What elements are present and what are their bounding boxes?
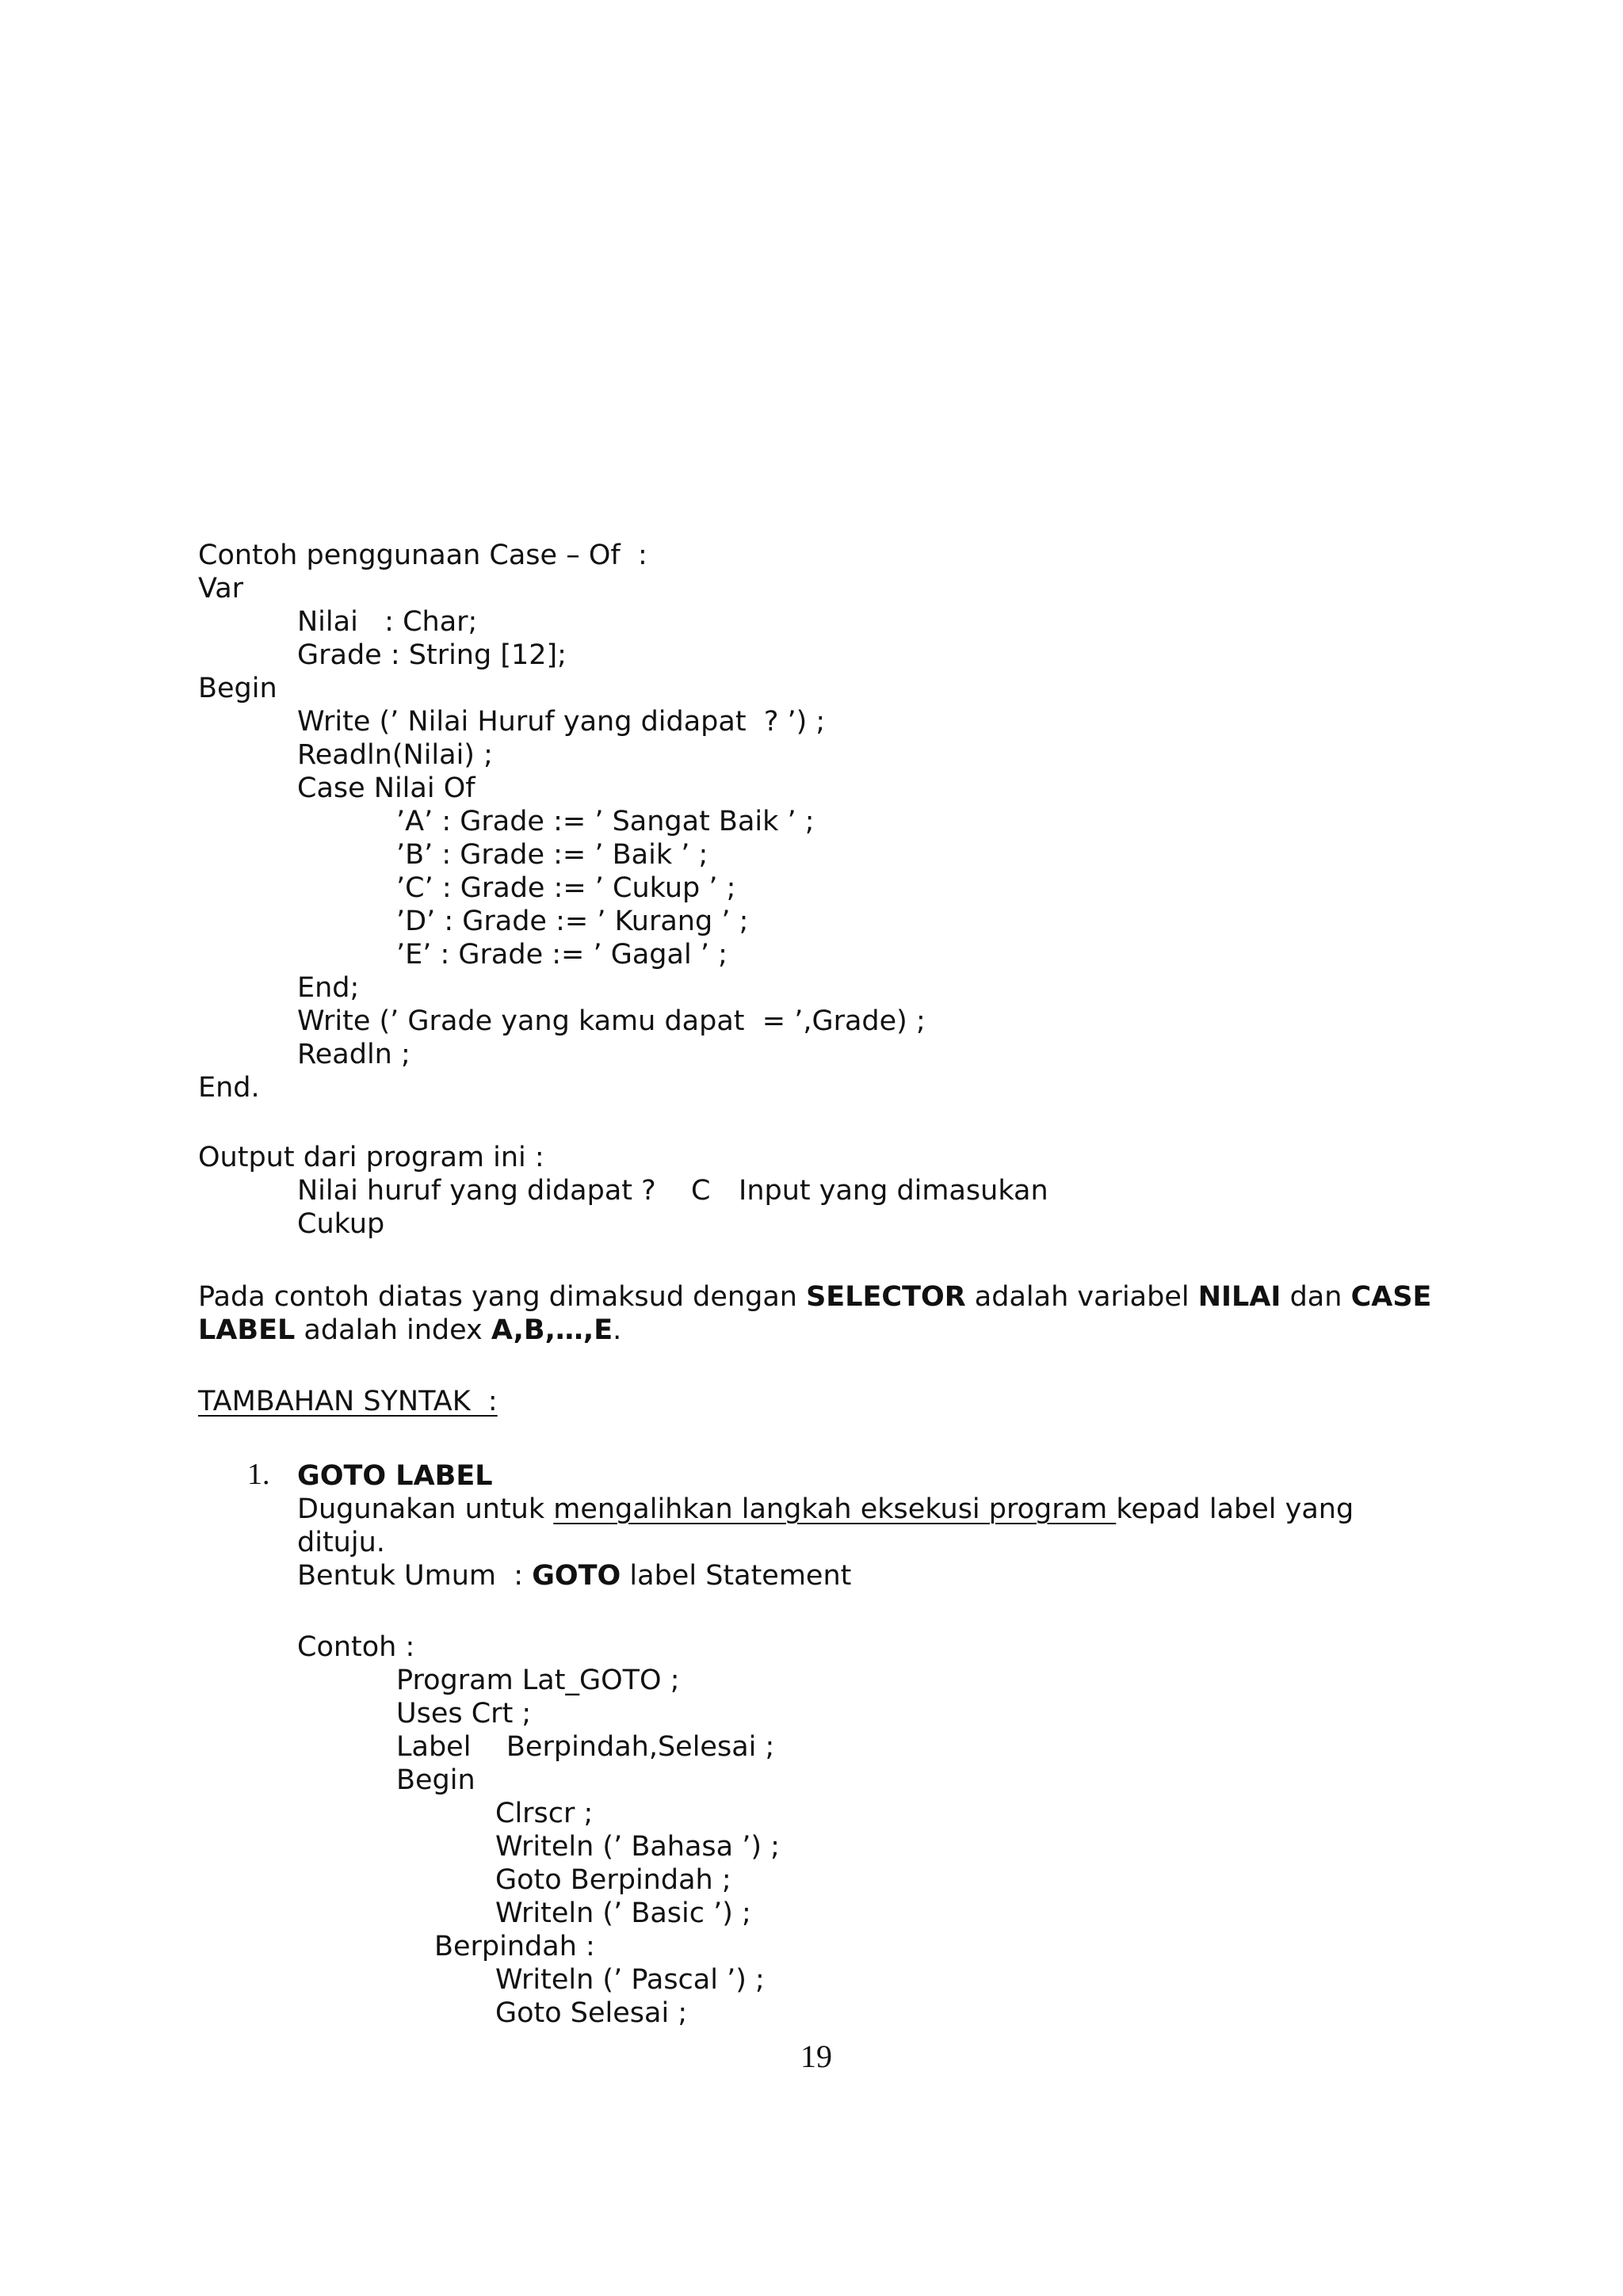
- page-number: 19: [800, 2039, 832, 2074]
- code-line: End;: [297, 972, 360, 1004]
- index-term: A,B,…,E: [491, 1314, 613, 1346]
- code-line: ’A’ : Grade := ’ Sangat Baik ’ ;: [396, 806, 815, 837]
- code-line: Label Berpindah,Selesai ;: [396, 1731, 775, 1763]
- code-line: Goto Berpindah ;: [495, 1864, 731, 1896]
- explanation-line-2: [198, 1314, 621, 1347]
- code-line: Case Nilai Of: [297, 772, 475, 804]
- code-line: Writeln (’ Pascal ’) ;: [495, 1964, 765, 1996]
- code-line: Begin: [396, 1764, 475, 1796]
- output-prompt: Nilai huruf yang didapat ?: [297, 1175, 656, 1207]
- output-result: Cukup: [297, 1208, 385, 1240]
- code-line: ’E’ : Grade := ’ Gagal ’ ;: [396, 939, 727, 971]
- nilai-term: NILAI: [1197, 1281, 1281, 1313]
- label-term: LABEL: [198, 1314, 296, 1346]
- explanation-text: adalah index: [295, 1314, 491, 1346]
- bentuk-text: label Statement: [621, 1560, 852, 1592]
- list-item-number: 1.: [247, 1458, 270, 1491]
- code-line: ’B’ : Grade := ’ Baik ’ ;: [396, 839, 708, 871]
- description-text: kepad label yang: [1116, 1493, 1354, 1525]
- code-line: Var: [198, 573, 244, 605]
- code-line: Readln(Nilai) ;: [297, 739, 493, 771]
- code-line: Uses Crt ;: [396, 1698, 532, 1730]
- goto-description: [297, 1493, 1354, 1526]
- contoh-label: Contoh :: [297, 1631, 415, 1663]
- explanation-line-1: [198, 1280, 1431, 1314]
- case-term: CASE: [1350, 1281, 1432, 1313]
- code-line: Writeln (’ Basic ’) ;: [495, 1897, 751, 1929]
- explanation-text: Pada contoh diatas yang dimaksud dengan: [198, 1281, 807, 1313]
- bentuk-label: Bentuk Umum :: [297, 1560, 533, 1592]
- code-line: ’D’ : Grade := ’ Kurang ’ ;: [396, 906, 749, 937]
- code-line: Write (’ Nilai Huruf yang didapat ? ’) ;: [297, 706, 826, 738]
- code-line: Writeln (’ Bahasa ’) ;: [495, 1831, 780, 1863]
- description-text: Dugunakan untuk: [297, 1493, 554, 1525]
- code-line: End.: [198, 1072, 260, 1104]
- code-line: Clrscr ;: [495, 1798, 594, 1829]
- goto-label-title: GOTO LABEL: [297, 1460, 493, 1492]
- explanation-text: dan: [1281, 1281, 1351, 1313]
- goto-description-cont: dituju.: [297, 1527, 385, 1558]
- code-line: ’C’ : Grade := ’ Cukup ’ ;: [396, 872, 736, 904]
- code-line: Readln ;: [297, 1039, 411, 1070]
- code-line: Nilai : Char;: [297, 606, 478, 638]
- output-heading: Output dari program ini :: [198, 1142, 544, 1173]
- tambahan-heading: TAMBAHAN SYNTAK :: [198, 1386, 498, 1417]
- code-line: Program Lat_GOTO ;: [396, 1665, 680, 1696]
- explanation-text: .: [613, 1314, 622, 1346]
- case-example-heading: Contoh penggunaan Case – Of :: [198, 540, 647, 571]
- code-line: Grade : String [12];: [297, 639, 567, 671]
- code-line: Berpindah :: [434, 1931, 595, 1962]
- output-input-note: Input yang dimasukan: [739, 1175, 1048, 1207]
- code-line: Write (’ Grade yang kamu dapat = ’,Grade) ;: [297, 1005, 926, 1037]
- explanation-text: adalah variabel: [965, 1281, 1198, 1313]
- description-underlined: mengalihkan langkah eksekusi program: [553, 1493, 1117, 1525]
- code-line: Begin: [198, 673, 277, 704]
- selector-term: SELECTOR: [806, 1281, 966, 1313]
- output-input-value: C: [691, 1175, 711, 1207]
- code-line: Goto Selesai ;: [495, 1997, 688, 2029]
- bentuk-umum: [297, 1559, 851, 1592]
- goto-keyword: GOTO: [532, 1560, 621, 1592]
